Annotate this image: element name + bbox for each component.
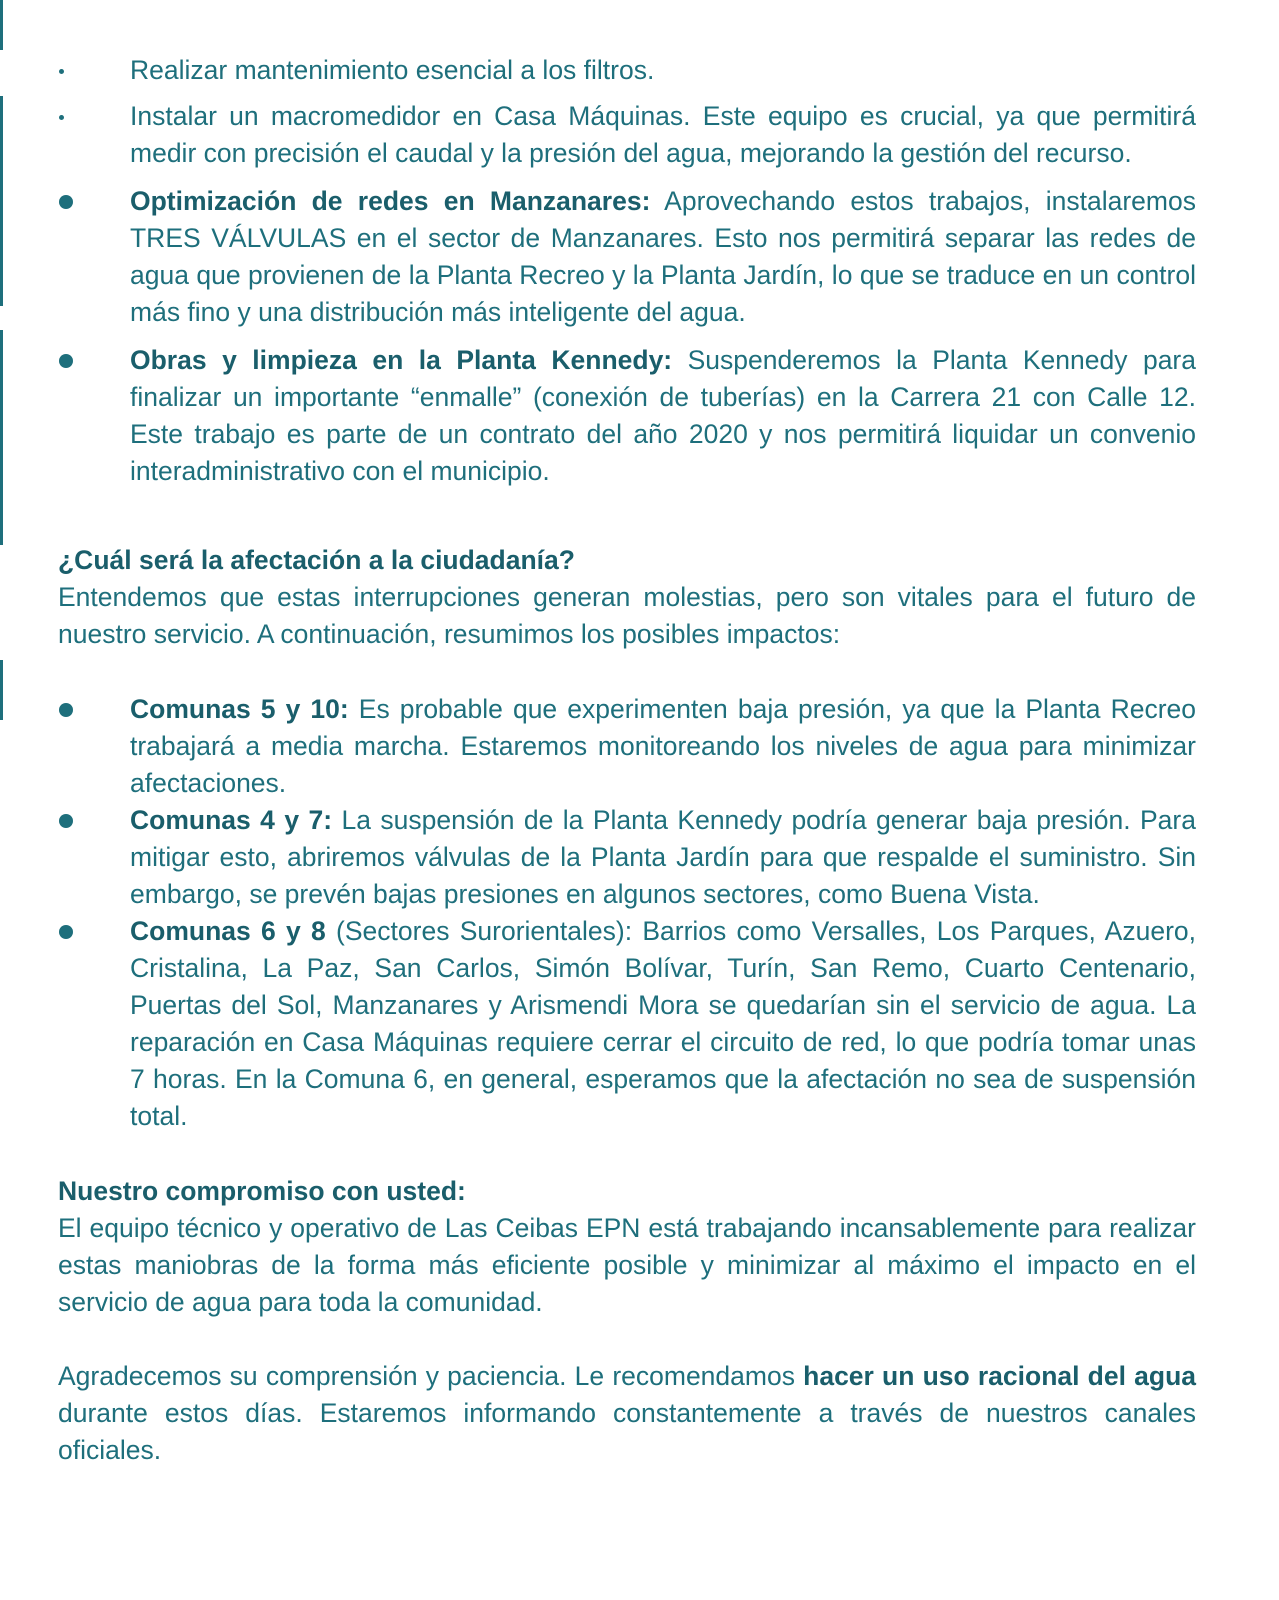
list-item (58, 52, 1196, 89)
closing-text: durante estos días. Estaremos informando constantemente a través de nuestros canales oficiales. (58, 1398, 1196, 1465)
section-intro: Entendemos que estas interrupciones generan molestias, pero son vitales para el futuro de nuestro servicio. A continuación, resumimos los posibles impactos: (58, 582, 1196, 649)
section-body: El equipo técnico y operativo de Las Ceibas EPN está trabajando incansablemente para realizar estas maniobras de la forma más eficiente posible y minimizar al máximo el impacto en el servicio de agua para toda la comunidad. (58, 1213, 1196, 1317)
edge-accent-bar (0, 96, 3, 306)
list-item (58, 802, 1196, 913)
list-item-title: Obras y limpieza en la Planta Kennedy: (130, 345, 673, 375)
list-item (58, 183, 1196, 331)
commitment-section (58, 1173, 1196, 1321)
section-heading: ¿Cuál será la afectación a la ciudadanía? (58, 545, 575, 575)
list-item (58, 98, 1196, 172)
list-item-title: Comunas 4 y 7: (130, 805, 333, 835)
list-item-text: La suspensión de la Planta Kennedy podría generar baja presión. Para mitigar esto, abriremos válvulas de la Planta Jardín para que respalde el suministro. Sin embargo, se prevén bajas presiones en algunos sectores, como Buena Vista. (130, 805, 1196, 909)
list-item-text: Es probable que experimenten baja presión, ya que la Planta Recreo trabajará a media marcha. Estaremos monitoreando los niveles de agua para minimizar afectaciones. (130, 694, 1196, 798)
impact-list (58, 691, 1196, 1135)
edge-accent-bar (0, 660, 3, 720)
list-item-title: Optimización de redes en Manzanares: (130, 186, 651, 216)
closing-paragraph (58, 1358, 1196, 1469)
section-heading: Nuestro compromiso con usted: (58, 1176, 466, 1206)
list-item (58, 691, 1196, 802)
list-item-text: Suspenderemos la Planta Kennedy para finalizar un importante “enmalle” (conexión de tuberías) en la Carrera 21 con Calle 12. Este trabajo es parte de un contrato del año 2020 y nos permitirá liquidar un convenio interadministrativo con el municipio. (130, 345, 1196, 486)
edge-accent-bar (0, 330, 3, 545)
list-item-title: Comunas 5 y 10: (130, 694, 349, 724)
closing-highlight: hacer un uso racional del agua (803, 1361, 1196, 1391)
document-page (58, 52, 1196, 1469)
list-item-text: Aprovechando estos trabajos, instalaremos TRES VÁLVULAS en el sector de Manzanares. Esto nos permitirá separar las redes de agua que provienen de la Planta Recreo y la Planta Jardín, lo que se traduce en un control más fino y una distribución más inteligente del agua. (130, 186, 1196, 327)
list-item-text: (Sectores Surorientales): Barrios como Versalles, Los Parques, Azuero, Cristalina, La Paz, San Carlos, Simón Bolívar, Turín, San Remo, Cuarto Centenario, Puertas del Sol, Manzanares y Arismendi Mora se quedarían sin el servicio de agua. La reparación en Casa Máquinas requiere cerrar el circuito de red, lo que podría tomar unas 7 horas. En la Comuna 6, en general, esperamos que la afectación no sea de suspensión total. (130, 916, 1196, 1131)
list-item-title: Comunas 6 y 8 (130, 916, 326, 946)
task-list (58, 52, 1196, 490)
list-item (58, 913, 1196, 1135)
list-item (58, 342, 1196, 490)
impact-section (58, 542, 1196, 653)
list-item-text: Realizar mantenimiento esencial a los filtros. (130, 55, 655, 85)
edge-accent-bar (0, 0, 3, 50)
closing-text: Agradecemos su comprensión y paciencia. Le recomendamos (58, 1361, 804, 1391)
list-item-text: Instalar un macromedidor en Casa Máquinas. Este equipo es crucial, ya que permitirá medir con precisión el caudal y la presión del agua, mejorando la gestión del recurso. (130, 101, 1196, 168)
